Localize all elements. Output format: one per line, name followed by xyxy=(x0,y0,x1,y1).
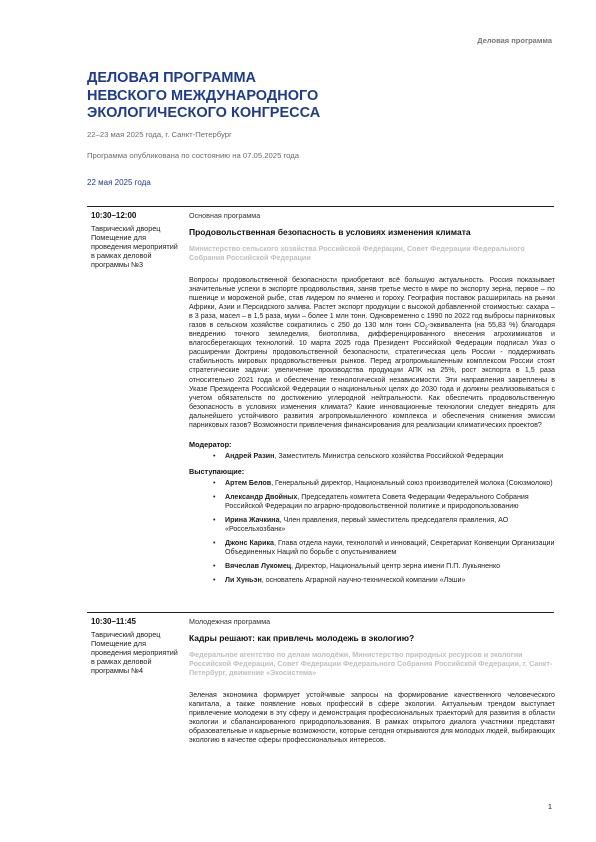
session-content xyxy=(189,617,555,745)
participant-item xyxy=(213,452,555,461)
session-venue: Таврический дворец Помещение для проведения мероприятий в рамках деловой программы №3 xyxy=(91,224,178,269)
participant-item xyxy=(213,493,555,511)
session-meta xyxy=(91,211,179,269)
participant-item xyxy=(213,562,555,571)
moderator-list xyxy=(189,452,555,461)
title-line: НЕВСКОГО МЕЖДУНАРОДНОГО xyxy=(87,87,319,104)
participant-role: , Глава отдела науки, технологий и инноваций, Секретариат Конвенции Организации Объединенных Наций по борьбе с опустыниванием xyxy=(225,538,555,556)
participant-name: Артем Белов xyxy=(225,478,272,487)
description-text: -эквивалента (на 55,83 %) благодаря внедрению точного земледелия, биотоплива, дифференцированного внесения агрохимикатов и влагосберегающих технологий. 10 марта 2025 года Президент Российской Федерации подписал Указ о расширении Доктрины продовольственной безопасности, стратегическая цель России - поддерживать стабильность мировых продовольственных рынков. Перед агропромышленным комплексом России стоят стратегические задачи: увеличение производства продукции АПК на 25%, рост экспорта в 1,5 раза относительно 2021 года и обеспечение технологической независимости. Эти направления закреплены в Указе Президента Российской Федерации о национальных целях до 2030 года и должны реализовываться с учетом обязательств по достижению углеродной нейтральности. Как обеспечить продовольственную безопасность в условиях изменения климата? Какие инновационные технологии следует внедрять для дальнейшего устойчивого развития агропромышленного комплекса и обеспечения снижения эмиссии парниковых газов? Возможности привлечения финансирования для реализации климатических проектов? xyxy=(189,321,555,429)
day-heading: 22 мая 2025 года xyxy=(87,178,151,187)
participant-name: Андрей Разин xyxy=(225,451,275,460)
publication-note: Программа опубликована по состоянию на 07.05.2025 года xyxy=(87,151,299,160)
session-content xyxy=(189,211,555,590)
participant-role: , основатель Аграрной научно-технической компании «Лэши» xyxy=(261,575,466,584)
session-time: 10:30–12:00 xyxy=(91,211,137,220)
description-text: Вопросы продовольственной безопасности приобретают всё большую актуальность. Россия показывает значительные успехи в экспорте продовольствия, заняв третье место в мире по экспорту зерна, первое – по пшенице и мороженой рыбе, став лидером по ячменю и гороху. География поставок расширилась на рынки Африки, Азии и Персидского залива. Растет экспорт продукции с высокой добавленной стоимостью: сахара – в 3 раза, масел – в 1,5 раза, муки – более 1 млн тонн. Одновременно с 1990 по 2022 год выбросы парниковых газов в сельском хозяйстве сократились с 250 до 130 млн тонн CO xyxy=(189,276,555,330)
subscript-2: 2 xyxy=(424,325,428,332)
session-meta xyxy=(91,617,179,675)
moderator-label: Модератор: xyxy=(189,439,232,449)
session-organizers: Федеральное агентство по делам молодёжи, Министерство природных ресурсов и экологии Российской Федерации, Совет Федерации Федерального Собрания Российской Федерации, г. Санкт-Петербург, движение «Экосистема» xyxy=(189,650,553,677)
participant-name: Ли Хуньэн xyxy=(225,575,262,584)
session-organizers: Министерство сельского хозяйства Российской Федерации, Совет Федерации Федерального Собрания Российской Федерации xyxy=(189,244,525,262)
participant-name: Вячеслав Лукомец xyxy=(225,561,292,570)
participant-role: , Генеральный директор, Национальный союз производителей молока (Союзмолоко) xyxy=(271,478,553,487)
bullet-icon: • xyxy=(213,451,216,460)
session-venue: Таврический дворец Помещение для проведения мероприятий в рамках деловой программы №4 xyxy=(91,630,178,675)
speaker-list xyxy=(189,479,555,585)
running-header: Деловая программа xyxy=(477,36,552,45)
participant-role: , Член правления, первый заместитель председателя правления, АО «Россельхозбанк» xyxy=(225,515,509,533)
participant-item xyxy=(213,539,555,557)
bullet-icon: • xyxy=(213,492,216,501)
participant-name: Александр Двойных xyxy=(225,492,298,501)
session-divider xyxy=(87,612,554,613)
session-track: Молодежная программа xyxy=(189,617,271,626)
participant-item xyxy=(213,516,555,534)
participant-name: Джонс Карика xyxy=(225,538,274,547)
session-description xyxy=(189,276,555,430)
document-title xyxy=(87,70,407,123)
bullet-icon: • xyxy=(213,561,216,570)
bullet-icon: • xyxy=(213,515,216,524)
session-title: Продовольственная безопасность в условиях изменения климата xyxy=(189,227,471,237)
bullet-icon: • xyxy=(213,575,216,584)
participant-role: , Председатель комитета Совета Федерации Федерального Собрания Российской Федерации по аграрно-продовольственной политике и природопользованию xyxy=(225,492,529,510)
participant-item xyxy=(213,479,555,488)
title-line: ДЕЛОВАЯ ПРОГРАММА xyxy=(87,70,257,86)
page-number: 1 xyxy=(547,802,552,811)
session-description: Зеленая экономика формирует устойчивые запросы на формирование качественного человеческого капитала, а также появление новых профессий в сфере экологии. Актуальным трендом выступает привлечение молодежи в эту сферу и демонстрация профессиональных траекторий для развития в области экологии и сбалансированного природопользования. В рамках открытого диалога участники представят образовательные и карьерные возможности, которые сегодня открываются для молодых людей, выбирающих экологию в качестве сферы профессиональных интересов. xyxy=(189,691,555,745)
session-time: 10:30–11:45 xyxy=(91,617,136,626)
bullet-icon: • xyxy=(213,538,216,547)
participant-name: Ирина Жачкина xyxy=(225,515,280,524)
session-divider xyxy=(87,206,554,207)
session-track: Основная программа xyxy=(189,211,261,220)
participant-item xyxy=(213,576,555,585)
event-date-place: 22–23 мая 2025 года, г. Санкт-Петербург xyxy=(87,130,232,139)
bullet-icon: • xyxy=(213,478,216,487)
participant-role: , Директор, Национальный центр зерна имени П.П. Лукьяненко xyxy=(291,561,501,570)
speakers-label: Выступающие: xyxy=(189,466,245,476)
session-title: Кадры решают: как привлечь молодежь в экологию? xyxy=(189,633,415,643)
title-line: ЭКОЛОГИЧЕСКОГО КОНГРЕССА xyxy=(87,105,321,121)
participant-role: , Заместитель Министра сельского хозяйства Российской Федерации xyxy=(274,451,504,460)
